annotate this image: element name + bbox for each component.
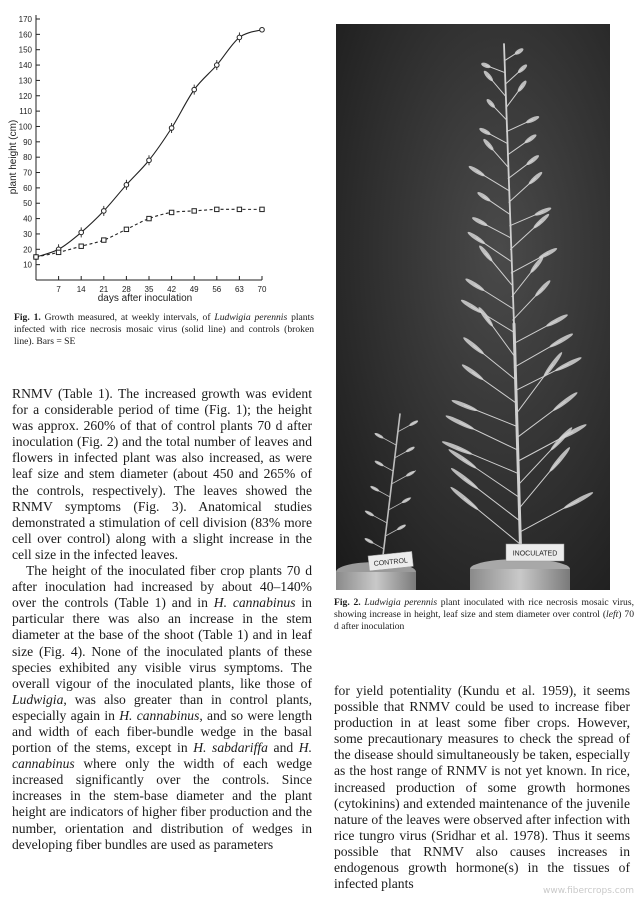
figure-2-caption-species: Ludwigia perennis: [364, 597, 438, 608]
data-point-circle: [260, 27, 265, 32]
series-line-solid: [36, 30, 262, 257]
text-run: and: [267, 740, 299, 756]
data-point-square: [237, 207, 241, 211]
data-point-circle: [147, 158, 152, 163]
watermark: www.fibercrops.com: [543, 886, 634, 896]
inoculated-pot-label: INOCULATED: [512, 550, 558, 558]
data-point-square: [56, 250, 60, 254]
left-text-column: [12, 386, 312, 853]
y-tick-label: 60: [23, 183, 32, 193]
y-tick-label: 40: [23, 214, 32, 224]
data-point-square: [215, 207, 219, 211]
species-name: H. sabdariffa: [193, 740, 268, 756]
figure-2-caption-text-1: plant inoculated with rice necrosis mosaic virus, showing increase in height, leaf size and stem diameter over control (: [334, 597, 634, 621]
data-point-circle: [169, 126, 174, 131]
data-point-square: [169, 210, 173, 214]
y-axis-label: plant height (cm): [8, 119, 19, 195]
species-name: Ludwigia: [12, 691, 64, 707]
figure-2-caption-label: Fig. 2.: [334, 597, 361, 608]
x-tick-label: 70: [257, 285, 267, 294]
x-axis-label: days after inoculation: [97, 293, 193, 304]
y-tick-label: 80: [23, 153, 32, 163]
figure-2-caption: [334, 597, 634, 634]
x-tick-group: [56, 276, 267, 294]
data-point-circle: [192, 87, 197, 92]
x-tick-label: 56: [212, 285, 222, 294]
figure-1-caption-text-1: Growth measured, at weekly intervals, of: [44, 312, 215, 323]
y-tick-label: 160: [18, 30, 32, 40]
y-tick-label: 120: [18, 91, 32, 101]
y-tick-group: [19, 15, 40, 270]
x-tick-label: 28: [121, 285, 131, 294]
y-tick-label: 130: [18, 76, 32, 86]
data-point-circle: [237, 35, 242, 40]
x-tick-label: 63: [234, 285, 244, 294]
species-name: H. cannabinus: [12, 740, 312, 772]
data-point-square: [102, 238, 106, 242]
y-tick-label: 10: [23, 260, 32, 270]
y-tick-label: 100: [18, 122, 32, 132]
left-paragraph-1: RNMV (Table 1). The increased growth was evident for a considerable period of time (Fig. 1); the height was approx. 260% of that of control plants 70 d after inoculation (Fig. 2) and the total number of leaves and flowers in infected plant was also increased, as were leaf size and stem diameter (about 450 and 265% of the controls, respectively). The leaves showed the RNMV symptoms (Fig. 3). Anatomical studies demonstrated a stimulation of cell division (83% more cell over control) along with a slight increase in the cell size in the infected leaves.: [12, 386, 312, 562]
data-point-circle: [124, 183, 129, 188]
figure-1-caption-text-2: plants infected with rice necrosis mosaic virus (solid line) and controls (broken line). Bars = SE: [14, 312, 314, 348]
data-point-square: [260, 207, 264, 211]
data-point-square: [79, 244, 83, 248]
y-tick-label: 140: [18, 61, 32, 71]
data-point-square: [192, 209, 196, 213]
y-tick-label: 150: [18, 45, 32, 55]
growth-line-chart: [0, 0, 320, 312]
figure-2-caption-left: left: [606, 609, 619, 621]
data-point-square: [124, 227, 128, 231]
x-tick-label: 42: [167, 285, 177, 294]
data-point-circle: [79, 230, 84, 235]
figure-2-caption-text-2: ) 70 d after inoculation: [334, 609, 634, 633]
y-tick-label: 50: [23, 199, 32, 209]
species-name: H. cannabinus: [119, 707, 200, 723]
x-tick-label: 49: [189, 285, 199, 294]
chart-axes: [36, 15, 262, 280]
y-tick-label: 110: [19, 107, 32, 117]
y-tick-label: 30: [23, 229, 32, 239]
series-group: [34, 27, 265, 259]
text-run: in particular there was also an increase in the stem diameter at the base of the shoot (Table 1) and in leaf size (Fig. 4). None of the inoculated plants of these species exhibited any visible virus symptoms. The overall vigour of the inoculated plants, like those of: [12, 595, 312, 691]
y-tick-label: 170: [18, 15, 32, 24]
x-tick-label: 21: [99, 285, 109, 294]
data-point-circle: [215, 63, 220, 68]
figure-2-photo: [336, 24, 610, 590]
species-name: H. cannabinus: [213, 595, 296, 611]
data-point-square: [34, 255, 38, 259]
x-tick-label: 14: [76, 285, 86, 294]
x-tick-label: 7: [56, 285, 61, 294]
y-tick-label: 90: [23, 137, 32, 147]
right-text-column: [334, 683, 630, 892]
plant-photograph: [336, 24, 610, 590]
data-point-square: [147, 216, 151, 220]
y-tick-label: 70: [23, 168, 32, 178]
text-run: , and so were length and width of each fiber-bundle wedge in the basal portion of the stems, except in: [12, 707, 312, 756]
left-paragraph-2: [12, 563, 312, 853]
data-point-circle: [102, 209, 107, 214]
text-run: The height of the inoculated fiber crop plants 70 d after inoculation had increased by about 40–140% over the controls (Table 1) and in: [12, 563, 312, 611]
x-tick-label: 35: [144, 285, 154, 294]
control-pot-label: CONTROL: [373, 557, 409, 568]
figure-1-caption: [14, 312, 314, 349]
y-tick-label: 20: [23, 245, 32, 255]
figure-1-caption-label: Fig. 1.: [14, 312, 41, 323]
figure-1-chart: [0, 0, 320, 312]
figure-1-caption-species: Ludwigia perennis: [214, 312, 288, 323]
text-run: where only the width of each wedge increased significantly over the controls. Since increases in the stem-base diameter and the plant height are indicators of higher fiber production and the number, orientation and distribution of wedges in developing fiber bundles are used as parameters: [12, 756, 312, 852]
right-paragraph-1: for yield potentiality (Kundu et al. 1959), it seems possible that RNMV could be used to increase fiber production in at least some fiber crops. However, some precautionary measures to check the spread of the disease should simultaneously be taken, especially as the host range of RNMV is not yet known. In rice, increased production of some growth hormones (cytokinins) and extended maintenance of the juvenile nature of the leaves were observed after infection with rice tungro virus (Sridhar et al. 1978). Thus it seems possible that RNMV also causes increases in endogenous growth hormone(s) in the tissues of infected plants: [334, 683, 630, 892]
text-run: , was also greater than in control plants, especially again in: [12, 691, 312, 723]
